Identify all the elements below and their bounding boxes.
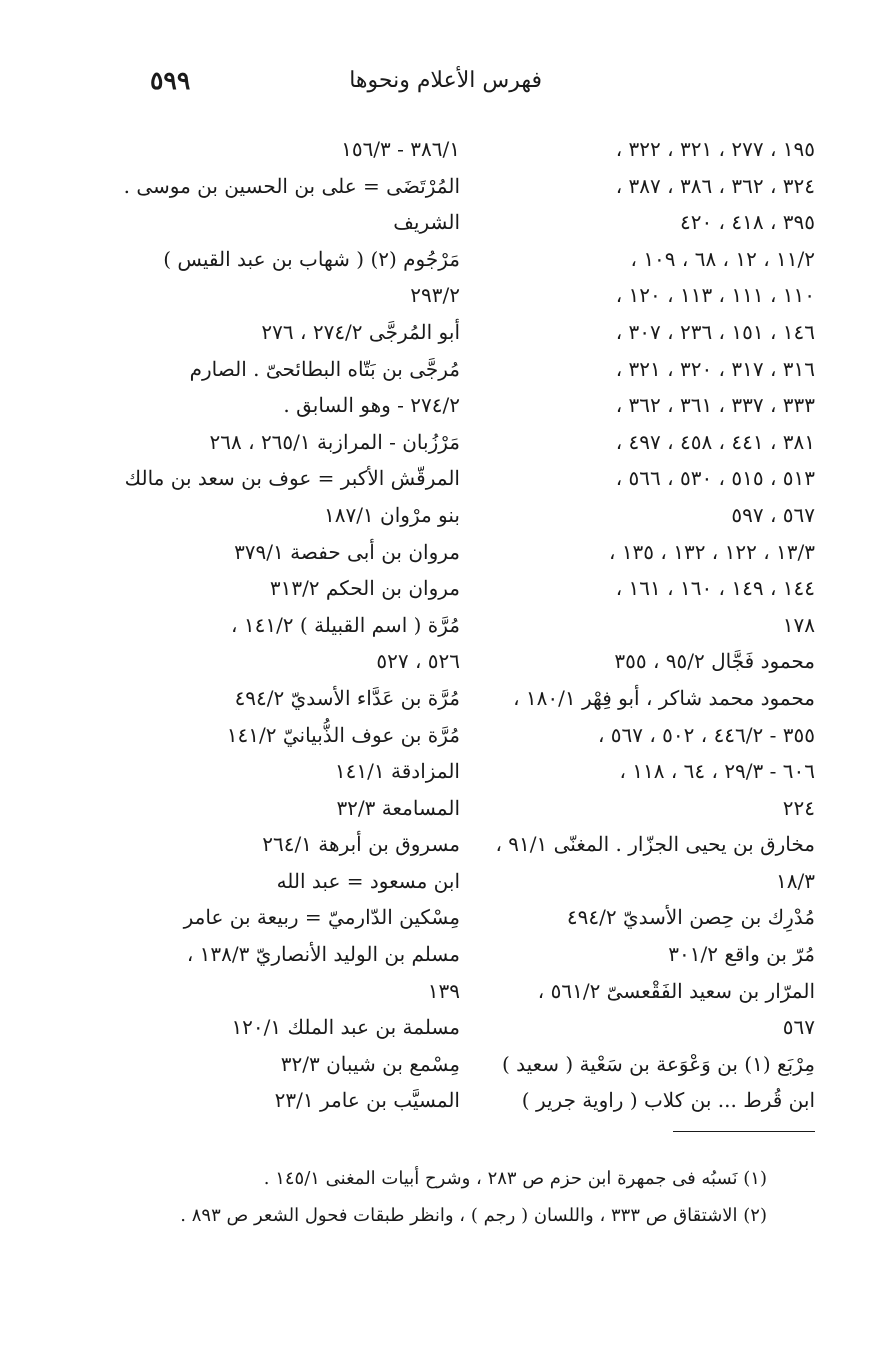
index-entry-line: مُرَّة ( اسم القبيلة ) ١٤١/٢ ،	[231, 612, 460, 637]
index-entry-line: المرّار بن سعيد الفَقْعسىّ ٥٦١/٢ ،	[537, 978, 815, 1003]
index-entry-line: ٢٩٣/٢	[410, 283, 460, 308]
index-entry-line: المرقّش الأكبر = عوف بن سعد بن مالك	[124, 466, 460, 491]
footnote-divider	[673, 1131, 815, 1132]
index-entry-line: ١٤٤ ، ١٤٩ ، ١٦٠ ، ١٦١ ،	[615, 576, 815, 601]
index-entry-line: مُرّ بن واقع ٣٠١/٢	[668, 942, 815, 967]
index-column-left	[123, 131, 460, 1119]
index-entry-line: ٦٠٦ - ٢٩/٣ ، ٦٤ ، ١١٨ ،	[619, 759, 815, 784]
index-entry-line: ١٣٩	[427, 978, 460, 1003]
index-entry-line: مروان بن أبى حفصة ٣٧٩/١	[234, 539, 460, 564]
index-entry-line: ٣٨١ ، ٤٤١ ، ٤٥٨ ، ٤٩٧ ،	[615, 429, 815, 454]
index-entry-line: ٢٢٤	[782, 795, 815, 820]
index-entry-line: المسامعة ٣٢/٣	[336, 795, 460, 820]
index-entry-line: ٣٣٣ ، ٣٣٧ ، ٣٦١ ، ٣٦٢ ،	[615, 393, 815, 418]
index-entry-line: مسروق بن أبرهة ٢٦٤/١	[262, 832, 460, 857]
index-entry-line: ١٨/٣	[776, 868, 815, 893]
index-entry-line: ٥١٣ ، ٥١٥ ، ٥٣٠ ، ٥٦٦ ،	[615, 466, 815, 491]
page-header	[150, 66, 542, 106]
index-entry-line: محمود محمد شاكر ، أبو فِهْر ١٨٠/١ ،	[513, 685, 815, 710]
index-entry-line: ٣٨٦/١ - ١٥٦/٣	[341, 137, 460, 161]
index-entry-line: مروان بن الحكم ٣١٣/٢	[269, 576, 460, 601]
index-entry-line: ٣١٦ ، ٣١٧ ، ٣٢٠ ، ٣٢١ ،	[615, 356, 815, 381]
footnote-line: (٢) الاشتقاق ص ٣٣٣ ، واللسان ( رجم ) ، وانظر طبقات فحول الشعر ص ٨٩٣ .	[180, 1205, 767, 1226]
index-entry-line: محمود فَجَّال ٩٥/٢ ، ٣٥٥	[614, 649, 815, 674]
index-entry-line: ٥٢٦ ، ٥٢٧	[376, 649, 460, 674]
index-entry-line: مُرَّة بن عَدَّاء الأسديّ ٤٩٤/٢	[234, 685, 460, 710]
index-entry-line: ١٣/٣ ، ١٢٢ ، ١٣٢ ، ١٣٥ ،	[609, 539, 815, 564]
index-entry-line: أبو المُرجَّى ٢٧٤/٢ ، ٢٧٦	[261, 319, 460, 344]
index-entry-line: مُدْرِك بن حِصن الأسديّ ٤٩٤/٢	[566, 905, 815, 930]
index-entry-line: ابن قُرط ... بن كلاب ( راوية جرير )	[521, 1088, 815, 1113]
index-entry-line: ١٧٨	[782, 612, 815, 637]
index-entry-line: مِرْبَع (١) بن وَعْوَعة بن سَعْية ( سعيد )	[501, 1051, 815, 1076]
page-number: ٥٩٩	[150, 66, 191, 95]
index-entry-line: المسيَّب بن عامر ٢٣/١	[274, 1088, 460, 1113]
index-entry-line: ٣٢٤ ، ٣٦٢ ، ٣٨٦ ، ٣٨٧ ،	[615, 173, 815, 198]
index-column-right	[485, 131, 815, 1119]
index-entry-line: ٥٦٧ ، ٥٩٧	[731, 502, 815, 527]
index-entry-line: مُرَّة بن عوف الذُّبيانيّ ١٤١/٢	[226, 722, 460, 747]
index-entry-line: مُرجَّى بن بَتّاه البطائحىّ . الصارم	[189, 356, 460, 381]
index-entry-line: مِسْكين الدّارميّ = ربيعة بن عامر	[183, 905, 460, 930]
footnotes	[127, 1160, 767, 1234]
footnote-line: (١) نَسبُه فى جمهرة ابن حزم ص ٢٨٣ ، وشرح أبيات المغنى ١٤٥/١ .	[263, 1168, 767, 1189]
index-entry-line: مسلمة بن عبد الملك ١٢٠/١	[231, 1015, 460, 1040]
index-entry-line: الشريف	[393, 210, 460, 235]
index-entry-line: مخارق بن يحيى الجزّار . المغنّى ٩١/١ ،	[495, 832, 815, 857]
index-entry-line: ٣٩٥ ، ٤١٨ ، ٤٢٠	[679, 210, 815, 235]
index-entry-line: مِسْمع بن شيبان ٣٢/٣	[280, 1051, 460, 1076]
running-title: فهرس الأعلام ونحوها	[349, 68, 542, 93]
index-entry-line: المزادقة ١٤١/١	[334, 759, 460, 784]
index-entry-line: مَرْجُوم (٢) ( شهاب بن عبد القيس )	[163, 246, 460, 271]
index-entry-line: ١١/٢ ، ١٢ ، ٦٨ ، ١٠٩ ،	[630, 246, 815, 271]
index-entry-line: المُرْتَضَى = على بن الحسين بن موسى .	[123, 173, 460, 198]
index-entry-line: ابن مسعود = عبد الله	[276, 868, 460, 893]
index-entry-line: ٥٦٧	[782, 1015, 815, 1040]
index-entry-line: ٣٥٥ - ٤٤٦/٢ ، ٥٠٢ ، ٥٦٧ ،	[597, 722, 815, 747]
index-entry-line: بنو مرْوان ١٨٧/١	[323, 502, 460, 527]
index-entry-line: ١٤٦ ، ١٥١ ، ٢٣٦ ، ٣٠٧ ،	[615, 319, 815, 344]
index-entry-line: مسلم بن الوليد الأنصاريّ ١٣٨/٣ ،	[186, 942, 460, 967]
index-entry-line: ٢٧٤/٢ - وهو السابق .	[283, 393, 460, 418]
index-entry-line: ١٩٥ ، ٢٧٧ ، ٣٢١ ، ٣٢٢ ،	[615, 137, 815, 161]
index-entry-line: مَرْزُبان - المرازبة ٢٦٥/١ ، ٢٦٨	[209, 429, 460, 454]
index-entry-line: ١١٠ ، ١١١ ، ١١٣ ، ١٢٠ ،	[615, 283, 815, 308]
